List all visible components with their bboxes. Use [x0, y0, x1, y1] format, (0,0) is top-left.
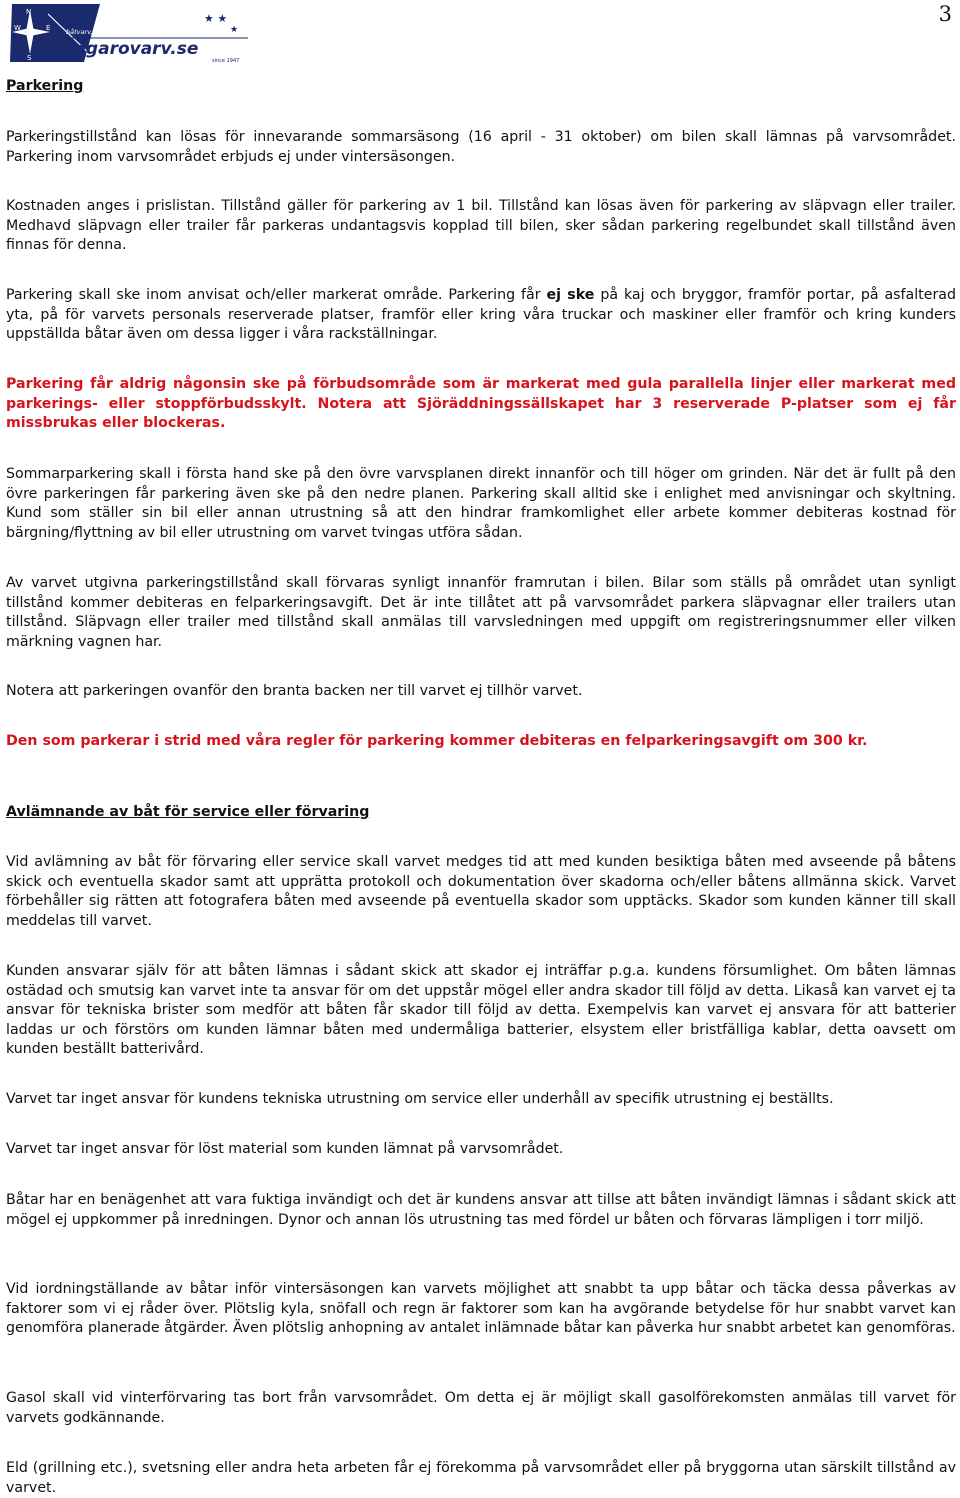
- svg-text:★ ★: ★ ★: [204, 12, 228, 25]
- paragraph-parkering-2: Kostnaden anges i prislistan. Tillstånd gäller för parkering av 1 bil. Tillstånd kan lösas även för parkering av släpvagn eller trailer. Medhavd släpvagn eller trailer får parkeras undantagsvis kopplad till bilen, sker sådan parkering regelbundet skall tillstånd även finnas för denna.: [6, 198, 956, 254]
- paragraph-parkering-4: Sommarparkering skall i första hand ske på den övre varvsplanen direkt innanför och till höger om grinden. När det är fullt på den övre parkeringen får parkering även ske på den nedre planen. Parkering skall alltid ske i enlighet med anvisningar och skyltning. Kund som ställer sin bil eller annan utrustning så att den hindrar framkomlighet eller arbete kommer debiteras kostnad för bärgning/flyttning av bil eller utrustning om varvet tvingas utföra sådan.: [6, 466, 956, 541]
- paragraph-parkering-3: [6, 286, 956, 345]
- paragraph-avlamnande-5: Båtar har en benägenhet att vara fuktiga invändigt och det är kundens ansvar att tillse att båten invändigt lämnas i sådant skick att mögel ej uppkommer på inredningen. Dynor och annan lös utrustning tas med fördel ur båten och förvaras lämpligen i torr miljö.: [6, 1192, 956, 1228]
- svg-text:båtvarv, förvaring, service: båtvarv, förvaring, service: [66, 28, 152, 36]
- svg-text:N: N: [26, 8, 32, 16]
- paragraph-avlamnande-7: Gasol skall vid vinterförvaring tas bort från varvsområdet. Om detta ej är möjligt skall gasolförekomsten anmälas till varvet för varvets godkännande.: [6, 1390, 956, 1426]
- paragraph-avlamnande-3: Varvet tar inget ansvar för kundens tekniska utrustning om service eller underhåll av specifik utrustning ej beställts.: [6, 1091, 834, 1107]
- svg-text:W: W: [14, 24, 21, 32]
- page-number: 3: [938, 2, 952, 26]
- paragraph-parkering-3-part-b: på kaj och bryggor, framför portar, på asfalterad yta, på för varvets personals reserverade platser, framför eller kring våra truckar och maskiner eller framför och kring kunders uppställda båtar även om dessa ligger i våra rackställningar.: [6, 287, 956, 343]
- svg-text:S: S: [27, 54, 32, 62]
- paragraph-parkering-5: Av varvet utgivna parkeringstillstånd skall förvaras synligt innanför framrutan i bilen. Bilar som ställs på området utan synligt tillstånd kommer debiteras en felparkeringsavgift. Det är inte tillåtet att på varvsområdet parkera släpvagnar eller trailers utan tillstånd. Släpvagn eller trailer med tillstånd skall anmälas till varvsledningen med uppgift om registreringsnummer eller vilken märkning vagnen har.: [6, 575, 956, 650]
- svg-text:ingarovarv.se: ingarovarv.se: [68, 39, 199, 59]
- svg-text:since 1947: since 1947: [212, 58, 240, 64]
- paragraph-parkering-3-emphasis: ej ske: [546, 287, 595, 303]
- section-heading-avlamnande: Avlämnande av båt för service eller förvaring: [6, 804, 370, 820]
- paragraph-avlamnande-1: Vid avlämning av båt för förvaring eller service skall varvet medges tid att med kunden besiktiga båten med avseende på båtens skick och eventuella skador samt att upprätta protokoll och dokumentation över skadorna och/eller båtens allmänna skick. Varvet förbehåller sig rätten att fotografera båten med avseende på eventuella skador som upptäcks. Skador som kunden känner till skall meddelas till varvet.: [6, 854, 956, 929]
- parking-warning: Parkering får aldrig någonsin ske på förbudsområde som är markerat med gula parallella linjer eller markerat med parkerings- eller stoppförbudsskylt. Notera att Sjöräddningssällskapet har 3 reserverade P-platser som ej får missbrukas eller blockeras.: [6, 376, 956, 432]
- paragraph-avlamnande-4: Varvet tar inget ansvar för löst material som kunden lämnat på varvsområdet.: [6, 1141, 564, 1157]
- svg-text:★: ★: [230, 25, 239, 35]
- paragraph-parkering-1: Parkeringstillstånd kan lösas för innevarande sommarsäsong (16 april - 31 oktober) om bilen skall lämnas på varvsområdet. Parkering inom varvsområdet erbjuds ej under vintersäsongen.: [6, 129, 956, 165]
- paragraph-avlamnande-8: Eld (grillning etc.), svetsning eller andra heta arbeten får ej förekomma på varvsområdet eller på bryggorna utan särskilt tillstånd av varvet.: [6, 1460, 956, 1496]
- ingarovarv-logo: [4, 2, 252, 66]
- paragraph-avlamnande-6: Vid iordningställande av båtar inför vintersäsongen kan varvets möjlighet att snabbt ta upp båtar och täcka dessa påverkas av faktorer som vi ej råder över. Plötslig kyla, snöfall och regn är faktorer som kan ha avgörande betydelse för hur snabbt varvet kan genomföra planerade åtgärder. Även plötslig anhopning av antalet inlämnade båtar kan påverka hur snabbt arbetet kan genomföras.: [6, 1281, 956, 1337]
- section-heading-parkering: Parkering: [6, 78, 84, 94]
- paragraph-avlamnande-2: Kunden ansvarar själv för att båten lämnas i sådant skick att skador ej inträffar p.g.a. kundens försumlighet. Om båten lämnas ostädad och smutsig kan varvet inte ta ansvar för om det uppstår mögel eller andra skador till följd av detta. Likaså kan varvet ej ta ansvar för tekniska brister som medför att båten får skador till följd av detta. Exempelvis kan varvet ej ansvara för att batterier laddas ur och förstörs om kunden lämnar båten med undermåliga batterier, elsystem eller bristfälliga kablar, detta oavsett om kunden beställt batterivård.: [6, 963, 956, 1058]
- svg-text:E: E: [46, 24, 51, 32]
- paragraph-parkering-3-part-a: Parkering skall ske inom anvisat och/eller markerat område. Parkering får: [6, 287, 547, 303]
- parking-fee-notice: Den som parkerar i strid med våra regler för parkering kommer debiteras en felparkeringsavgift om 300 kr.: [6, 733, 868, 749]
- paragraph-parkering-6: Notera att parkeringen ovanför den branta backen ner till varvet ej tillhör varvet.: [6, 683, 583, 699]
